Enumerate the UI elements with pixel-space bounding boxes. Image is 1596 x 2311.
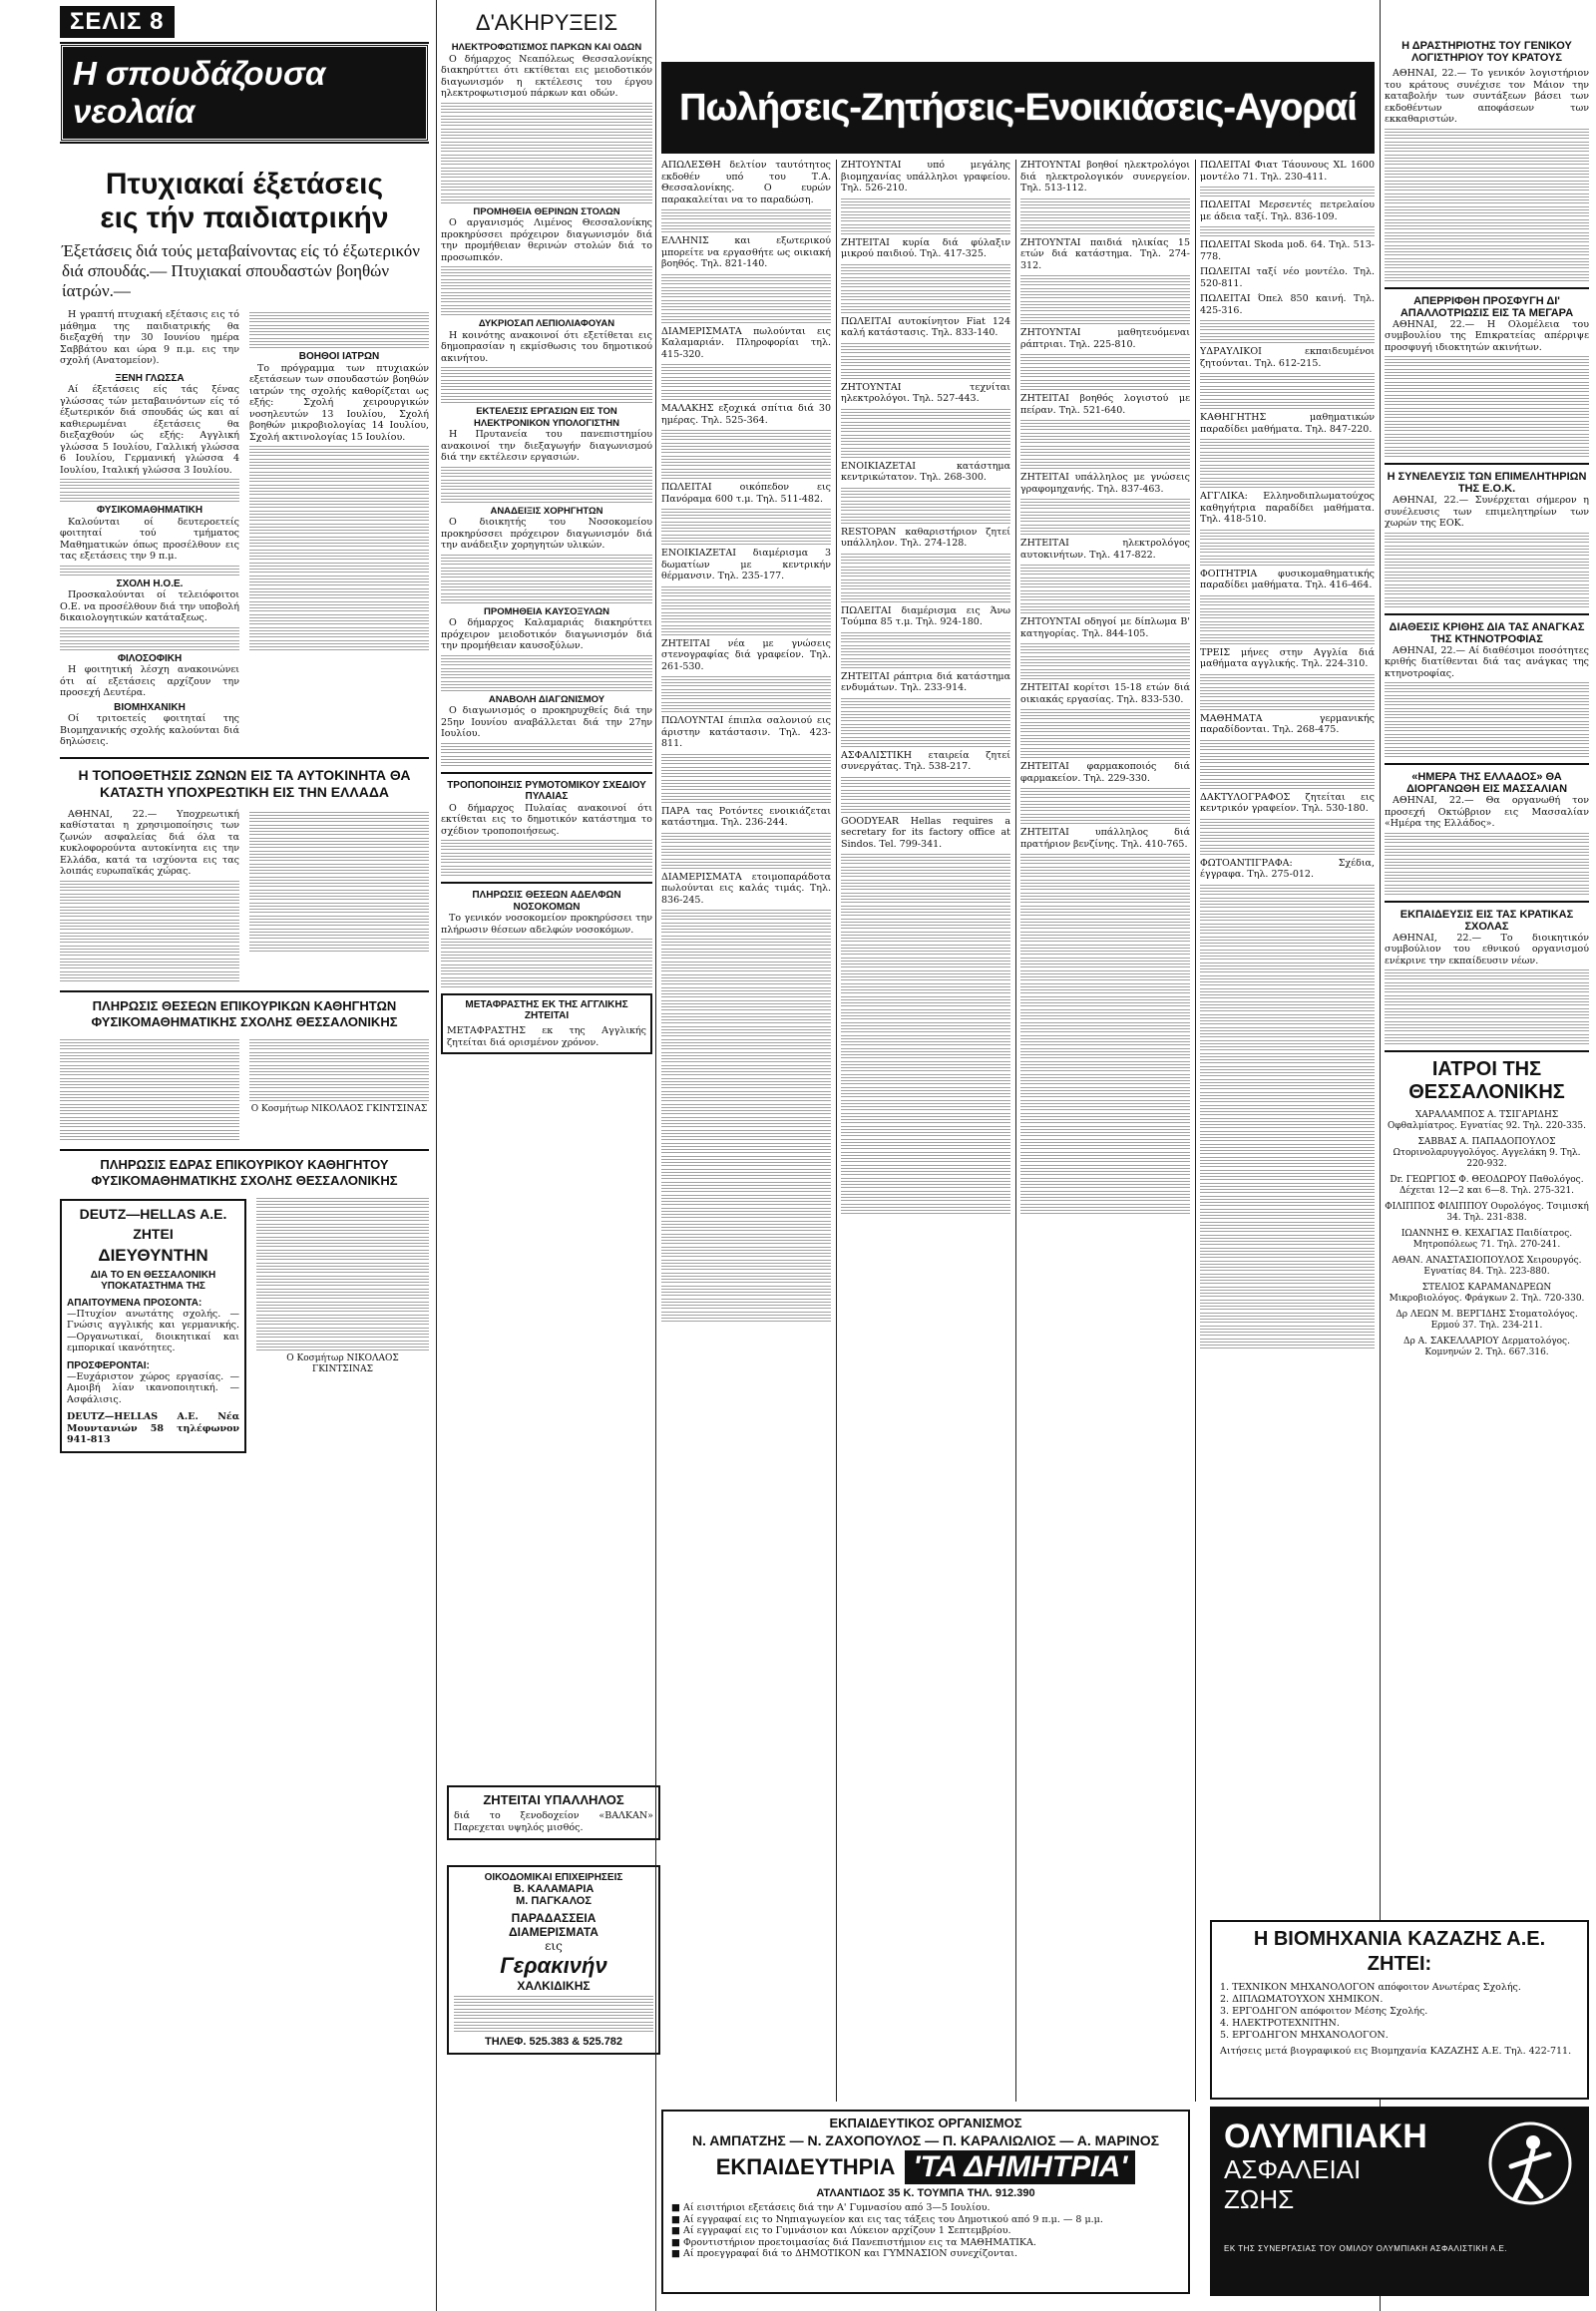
- regulation-title: ΤΡΟΠΟΠΟΙΗΣΙΣ ΡΥΜΟΤΟΜΙΚΟΥ ΣΧΕΔΙΟΥ ΠΥΛΑΙΑΣ: [447, 779, 646, 802]
- classified-ad: ΑΓΓΛΙΚΑ: Ελληνοδιπλωματούχος καθηγήτρια παραδίδει μαθήματα. Τηλ. 418-510.: [1200, 491, 1375, 525]
- olympic-line3: ΖΩΗΣ: [1224, 2184, 1295, 2214]
- exams-section-title: ΒΙΟΜΗΧΑΝΙΚΗ: [114, 701, 186, 713]
- classified-ad: ΚΑΘΗΓΗΤΗΣ μαθηματικών παραδίδει μαθήματα. Τηλ. 847-220.: [1200, 412, 1375, 435]
- housing-area: Β. ΚΑΛΑΜΑΡΙΑ: [513, 1883, 595, 1895]
- deutz-req-title: ΑΠΑΙΤΟΥΜΕΝΑ ΠΡΟΣΟΝΤΑ:: [67, 1297, 202, 1309]
- school-address: ΑΤΛΑΝΤΙΔΟΣ 35 Κ. ΤΟΥΜΠΑ ΤΗΛ. 912.390: [816, 2187, 1035, 2199]
- classified-ad: ΖΗΤΟΥΝΤΑΙ μαθητευόμεναι ράπτριαι. Τηλ. 225-810.: [1020, 327, 1190, 350]
- classified-ad: ΖΗΤΟΥΝΤΑΙ υπό μεγάλης βιομηχανίας υπάλληλοι γραφείου. Τηλ. 526-210.: [841, 160, 1010, 193]
- housing-builder: Μ. ΠΑΓΚΑΛΟΣ: [516, 1895, 592, 1907]
- section-banner: Η σπουδάζουσα νεολαία: [60, 44, 429, 142]
- exams-subhead: Έξετάσεις διά τούς μεταβαίνοντας είς τό έξωτερικόν διά σπουδάς.— Πτυχιακαί σπουδαστών βοηθών ίατρών.—: [62, 241, 420, 300]
- education-column: [60, 0, 429, 2311]
- notice-text: Ο διοικητής του Νοσοκομείου προκηρύσσει πρόχειρον διαγωνισμόν διά την ανάδειξιν χορηγητών υλικών.: [441, 517, 652, 551]
- classified-ad: ΖΗΤΟΥΝΤΑΙ παιδιά ηλικίας 15 ετών διά κατάστημα. Τηλ. 274-312.: [1020, 236, 1190, 271]
- notice-text: Ο διαγωνισμός ο προκηρυχθείς διά την 25ην Ιουνίου αναβάλλεται διά την 27ην Ιουλίου.: [441, 705, 652, 739]
- doctor-listing: Δρ Α. ΣΑΚΕΛΛΑΡΙΟΥ Δερματολόγος. Κομνηνών 2. Τηλ. 667.316.: [1403, 1337, 1570, 1357]
- school-bullet: ■ Αί εισιτήριοι εξετάσεις διά την Α' Γυμνασίου από 3—5 Ιουλίου.: [671, 2202, 991, 2213]
- classified-ad: ΖΗΤΕΙΤΑΙ βοηθός λογιστού με πείραν. Τηλ. 521-640.: [1020, 393, 1190, 416]
- exams-section-text: Η φοιτητική λέσχη ανακοινώνει ότι αί εξετάσεις αρχίζουν την προσεχή Δευτέρα.: [60, 664, 239, 698]
- right-section-text: ΑΘΗΝΑΙ, 22.— Θα οργανωθή τον προσεχή Οκτώβριον εις Μασσαλίαν «Ημέρα της Ελλάδος».: [1385, 795, 1589, 829]
- classified-ad: ΦΟΙΤΗΤΡΙΑ φυσικομαθηματικής παραδίδει μαθήματα. Τηλ. 416-464.: [1200, 568, 1375, 590]
- classified-ad: ΑΣΦΑΛΙΣΤΙΚΗ εταιρεία ζητεί συνεργάτας. Τηλ. 538-217.: [841, 749, 1010, 772]
- exams-section-title: ΦΥΣΙΚΟΜΑΘΗΜΑΤΙΚΗ: [96, 505, 203, 516]
- deutz-footer: DEUTZ—HELLAS Α.Ε. Νέα Μουντανιών 58 τηλέφωνον 941-813: [67, 1411, 239, 1445]
- right-top-title: Η ΔΡΑΣΤΗΡΙΟΤΗΣ ΤΟΥ ΓΕΝΙΚΟΥ ΛΟΓΙΣΤΗΡΙΟΥ ΤΟΥ ΚΡΑΤΟΥΣ: [1401, 40, 1572, 64]
- right-section-text: ΑΘΗΝΑΙ, 22.— Αί διαθέσιμοι ποσότητες κριθής διατίθενται διά τας ανάγκας της κτηνοτροφίας.: [1385, 644, 1589, 679]
- faculty-headline: ΠΛΗΡΩΣΙΣ ΕΔΡΑΣ ΕΠΙΚΟΥΡΙΚΟΥ ΚΑΘΗΓΗΤΟΥ ΦΥΣΙΚΟΜΑΘΗΜΑΤΙΚΗΣ ΣΧΟΛΗΣ ΘΕΣΣΑΛΟΝΙΚΗΣ: [91, 1156, 398, 1188]
- employee-ad-title: ΖΗΤΕΙΤΑΙ ΥΠΑΛΛΗΛΟΣ: [483, 1792, 624, 1807]
- school-bullet-text: Φροντιστήριον προετοιμασίας διά Πανεπιστήμιον εις τα ΜΑΘΗΜΑΤΙΚΑ.: [683, 2236, 1036, 2248]
- kazazis-title: Η ΒΙΟΜΗΧΑΝΙΑ ΚΑΖΑΖΗΣ Α.Ε.: [1253, 1928, 1546, 1950]
- classified-ad: ΠΑΡΑ τας Ροτόντες ενοικιάζεται κατάστημα. Τηλ. 236-244.: [661, 805, 831, 828]
- classified-ad: ΦΩΤΟΑΝΤΙΓΡΑΦΑ: Σχέδια, έγγραφα. Τηλ. 275-012.: [1200, 857, 1375, 880]
- doctors-title: ΙΑΤΡΟΙ ΤΗΣ ΘΕΣΣΑΛΟΝΙΚΗΣ: [1408, 1058, 1565, 1103]
- classified-ad: ΠΩΛΕΙΤΑΙ διαμέρισμα εις Άνω Τούμπα 85 τ.μ. Τηλ. 924-180.: [841, 604, 1010, 627]
- classified-ad: ΔΑΚΤΥΛΟΓΡΑΦΟΣ ζητείται εις κεντρικόν γραφείον. Τηλ. 530-180.: [1200, 791, 1375, 814]
- kazazis-item: 3. ΕΡΓΟΔΗΓΟΝ απόφοιτον Μέσης Σχολής.: [1220, 2006, 1428, 2017]
- notice-text: Η Πρυτανεία του πανεπιστημίου ανακοινοί την διεξαγωγήν διαγωνισμού διά την εκτέλεσιν εργασιών.: [441, 429, 652, 463]
- school-bullet: ■ Αί εγγραφαί εις το Νηπιαγωγείον και εις τας τάξεις του Δημοτικού από 9 π.μ. — 8 μ.μ.: [671, 2213, 1103, 2225]
- classified-ad: ΖΗΤΕΙΤΑΙ νέα με γνώσεις στενογραφίας διά γραφείον. Τηλ. 261-530.: [661, 637, 831, 672]
- faculty-headline: ΠΛΗΡΩΣΙΣ ΘΕΣΕΩΝ ΕΠΙΚΟΥΡΙΚΩΝ ΚΑΘΗΓΗΤΩΝ ΦΥΣΙΚΟΜΑΘΗΜΑΤΙΚΗΣ ΣΧΟΛΗΣ ΘΕΣΣΑΛΟΝΙΚΗΣ: [91, 997, 398, 1029]
- right-section-text: ΑΘΗΝΑΙ, 22.— Το διοικητικόν συμβούλιον του εθνικού οργανισμού ενέκρινε την εκπαίδευσιν νέων.: [1385, 932, 1589, 966]
- classified-ad: ΖΗΤΕΙΤΑΙ ηλεκτρολόγος αυτοκινήτων. Τηλ. 417-822.: [1020, 538, 1190, 561]
- doctor-listing: Δρ ΛΕΩΝ Μ. ΒΕΡΓΙΔΗΣ Στοματολόγος. Ερμού 37. Τηλ. 234-211.: [1396, 1310, 1578, 1331]
- school-prefix: ΕΚΠΑΙΔΕΥΤΗΡΙΑ: [715, 2154, 896, 2179]
- classified-ad: ΕΝΟΙΚΙΑΖΕΤΑΙ κατάστημα κεντρικώτατον. Τηλ. 268-300.: [841, 460, 1010, 483]
- deutz-scope: ΔΙΑ ΤΟ ΕΝ ΘΕΣΣΑΛΟΝΙΚΗ ΥΠΟΚΑΤΑΣΤΗΜΑ ΤΗΣ: [90, 1269, 216, 1292]
- housing-place: Γερακινήν: [500, 1953, 607, 1978]
- classified-ad: GOODYEAR Hellas requires a secretary for its factory office at Sindos. Tel. 799-341.: [841, 815, 1010, 850]
- classified-ad: ΖΗΤΕΙΤΑΙ υπάλληλος διά πρατήριον βενζίνης. Τηλ. 410-765.: [1020, 827, 1190, 850]
- school-bullet: ■ Αί εγγραφαί εις το Γυμνάσιον και Λύκειον αρχίζουν 1 Σεπτεμβρίου.: [671, 2225, 1011, 2236]
- assistant-doctors-text: Το πρόγραμμα των πτυχιακών εξετάσεων των σπουδαστών βοηθών ιατρών της σχολής καθορίζεται ως εξής: Σχολή χειρουργικών νοσηλευτών 13 Ιουλίου, Σχολή βοηθών μικροβιολογίας 14 Ιουλίου, Σχολή ακτινολογίας 15 Ιουλίου.: [249, 362, 429, 443]
- classified-ad: ΜΑΛΑΚΗΣ εξοχικά σπίτια διά 30 ημέρας. Τηλ. 525-364.: [661, 403, 831, 426]
- exams-section-text: Καλούνται οί δευτεροετείς φοιτηταί τού τμήματος Μαθηματικών όπως προσέλθουν εις τας εξετάσεις την 9 π.μ.: [60, 516, 239, 562]
- kazazis-item-text: ΗΛΕΚΤΡΟΤΕΧΝΙΤΗΝ.: [1232, 2018, 1340, 2029]
- school-names: Ν. ΑΜΠΑΤΖΗΣ — Ν. ΖΑΧΟΠΟΥΛΟΣ — Π. ΚΑΡΑΛΙΩΛΙΟΣ — Α. ΜΑΡΙΝΟΣ: [691, 2132, 1160, 2148]
- kazazis-item-text: ΕΡΓΟΔΗΓΟΝ ΜΗΧΑΝΟΛΟΓΟΝ.: [1232, 2030, 1389, 2041]
- right-section-title: ΔΙΑΘΕΣΙΣ ΚΡΙΘΗΣ ΔΙΑ ΤΑΣ ΑΝΑΓΚΑΣ ΤΗΣ ΚΤΗΝΟΤΡΟΦΙΑΣ: [1389, 620, 1585, 645]
- translator-text: ΜΕΤΑΦΡΑΣΤΗΣ εκ της Αγγλικής ζητείται διά ορισμένον χρόνον.: [447, 1025, 646, 1048]
- school-bullet: ■ Φροντιστήριον προετοιμασίας διά Πανεπιστήμιον εις τα ΜΑΘΗΜΑΤΙΚΑ.: [671, 2236, 1036, 2248]
- translator-title: ΜΕΤΑΦΡΑΣΤΗΣ ΕΚ ΤΗΣ ΑΓΓΛΙΚΗΣ ΖΗΤΕΙΤΑΙ: [465, 999, 628, 1021]
- classified-ad: ΕΛΛΗΝΙΣ και εξωτερικού μπορείτε να εργασθήτε ως οικιακή βοηθός. Τηλ. 821-140.: [661, 235, 831, 269]
- classifieds-col-1: [661, 160, 831, 2102]
- exams-intro: Η γραπτή πτυχιακή εξέτασις εις τό μάθημα της παιδιατρικής θα διεξαχθή την 30 Ιουνίου ημέρα Σαββάτου και ώρα 9 π.μ. εις την σχολή (Ανατομείον).: [60, 309, 239, 366]
- housing-ad: [447, 1865, 660, 2055]
- exams-section-title: ΦΙΛΟΣΟΦΙΚΗ: [117, 652, 183, 664]
- classified-ad: ΖΗΤΟΥΝΤΑΙ οδηγοί με δίπλωμα Β' κατηγορίας. Τηλ. 844-105.: [1020, 616, 1190, 639]
- kazazis-ad: [1210, 1920, 1589, 2100]
- nurses-text: Το γενικόν νοσοκομείον προκηρύσσει την πλήρωσιν θέσεων αδελφών νοσοκόμων.: [441, 913, 652, 936]
- translator-ad: [441, 993, 652, 1054]
- section-masthead: [60, 6, 429, 142]
- classifieds-col-2: [841, 160, 1010, 2102]
- faculty-signature: Ο Κοσμήτωρ ΝΙΚΟΛΑΟΣ ΓΚΙΝΤΣΙΝΑΣ: [286, 1352, 399, 1374]
- classified-ad: ΠΩΛΕΙΤΑΙ Μερσεντές πετρελαίου με άδεια ταξί. Τηλ. 836-109.: [1200, 199, 1375, 222]
- notice-text: Ο αργανισμός Λιμένος Θεσσαλονίκης προκηρύσσει πρόχειρον διαγωνισμόν διά την προμήθειαν θερινών στολών διά το προσωπικόν.: [441, 217, 652, 263]
- right-top-text: ΑΘΗΝΑΙ, 22.— Το γενικόν λογιστήριον του κράτους συνέχισε τον Μάιον την καταβολήν των συντάξεων βάσει των εκδοθέντων αποφάσεων των εκκαθαριστών.: [1385, 68, 1589, 125]
- doctor-listing: Dr. ΓΕΩΡΓΙΟΣ Φ. ΘΕΟΔΩΡΟΥ Παθολόγος. Δέχεται 12—2 και 6—8. Τηλ. 275-321.: [1390, 1175, 1584, 1196]
- olympic-figure-icon: [1485, 2118, 1575, 2228]
- olympic-line2: ΑΣΦΑΛΕΙΑΙ: [1224, 2154, 1362, 2184]
- deutz-position: ΔΙΕΥΘΥΝΤΗΝ: [98, 1245, 208, 1265]
- kazazis-item: 4. ΗΛΕΚΤΡΟΤΕΧΝΙΤΗΝ.: [1220, 2018, 1340, 2029]
- olympic-tagline: ΕΚ ΤΗΣ ΣΥΝΕΡΓΑΣΙΑΣ ΤΟΥ ΟΜΙΛΟΥ ΟΛΥΜΠΙΑΚΗ ΑΣΦΑΛΙΣΤΙΚΗ Α.Ε.: [1224, 2244, 1508, 2253]
- faculty-signature: Ο Κοσμήτωρ ΝΙΚΟΛΑΟΣ ΓΚΙΝΤΣΙΝΑΣ: [250, 1103, 428, 1114]
- notice-title: ΠΡΟΜΗΘΕΙΑ ΚΑΥΣΟΞΥΛΩΝ: [484, 605, 609, 617]
- doctor-listing: ΧΑΡΑΛΑΜΠΟΣ Α. ΤΣΙΓΑΡΙΔΗΣ Οφθαλμίατρος. Εγνατίας 92. Τηλ. 220-335.: [1387, 1110, 1587, 1131]
- olympic-name: ΟΛΥΜΠΙΑΚΗ: [1224, 2118, 1427, 2155]
- exams-section-text: Αί έξετάσεις είς τάς ξένας γλώσσας τών μεταβαινόντων είς τό έξωτερικόν διά σπουδάς ώς και αί καθιερωμέναι έξετάσεις θα διεξαχθούν ώς εξής: Αγγλική γλώσσα 5 Ιουλίου, Γαλλική γλώσσα 6 Ιουλίου, Γερμανική γλώσσα 4 Ιουλίου, Ιταλική γλώσσα 3 Ιουλίου.: [60, 384, 239, 476]
- exams-section-title: ΣΧΟΛΗ Η.Ο.Ε.: [116, 578, 184, 589]
- exams-headline: Πτυχιακαί έξετάσεις εις τήν παιδιατρικήν: [100, 168, 389, 234]
- notices-headline: Δ'ΑΚΗΡΥΞΕΙΣ: [475, 10, 618, 35]
- notice-title: ΑΝΑΒΟΛΗ ΔΙΑΓΩΝΙΣΜΟΥ: [488, 693, 605, 705]
- right-section-text: ΑΘΗΝΑΙ, 22.— Συνέρχεται σήμερον η συνέλευσις των επιμελητηρίων των χωρών της ΕΟΚ.: [1385, 495, 1589, 529]
- notice-text: Ο δήμαρχος Νεαπόλεως Θεσσαλονίκης διακηρύττει ότι εκτίθεται εις μειοδοτικόν διαγωνισμόν η εκτέλεσις του έργου ηλεκτροφωτισμού πάρκων και οδών.: [441, 53, 652, 99]
- housing-prep: εις: [545, 1939, 563, 1953]
- housing-phone: ΤΗΛΕΦ. 525.383 & 525.782: [484, 2036, 623, 2048]
- zones-headline: Η ΤΟΠΟΘΕΤΗΣΙΣ ΖΩΝΩΝ ΕΙΣ ΤΑ ΑΥΤΟΚΙΝΗΤΑ ΘΑ ΚΑΤΑΣΤΗ ΥΠΟΧΡΕΩΤΙΚΗ ΕΙΣ ΤΗΝ ΕΛΛΑΔΑ: [78, 766, 411, 800]
- kazazis-item: 2. ΔΙΠΛΩΜΑΤΟΥΧΟΝ ΧΗΜΙΚΟΝ.: [1220, 1994, 1384, 2005]
- classified-ad: ΠΩΛΕΙΤΑΙ αυτοκίνητον Fiat 124 καλή κατάστασις. Τηλ. 833-140.: [841, 315, 1010, 338]
- zones-lead: ΑΘΗΝΑΙ, 22.— Υποχρεωτική καθίσταται η χρησιμοποίησις των ζωνών ασφαλείας διά όλα τα κυκλοφορούντα αυτοκίνητα εις την Ελλάδα, κατά τα ισχύοντα εις τας λοιπάς ευρωπαϊκάς χώρας.: [60, 808, 239, 877]
- school-org: ΕΚΠΑΙΔΕΥΤΙΚΟΣ ΟΡΓΑΝΙΣΜΟΣ: [829, 2116, 1022, 2130]
- classified-ad: ΠΩΛΟΥΝΤΑΙ έπιπλα σαλονιού εις άριστην κατάστασιν. Τηλ. 423-811.: [661, 715, 831, 749]
- housing-region: ΧΑΛΚΙΔΙΚΗΣ: [517, 1979, 591, 1993]
- housing-title: ΟΙΚΟΔΟΜΙΚΑΙ ΕΠΙΧΕΙΡΗΣΕΙΣ: [484, 1872, 623, 1883]
- classified-ad: ΖΗΤΕΙΤΑΙ κορίτσι 15-18 ετών διά οικιακάς εργασίας. Τηλ. 833-530.: [1020, 682, 1190, 705]
- right-section-text: ΑΘΗΝΑΙ, 22.— Η Ολομέλεια του συμβουλίου της Επικρατείας απέρριψε προσφυγή ιδιοκτητών ακινήτων.: [1385, 318, 1589, 353]
- classified-ad: ΖΗΤΟΥΝΤΑΙ βοηθοί ηλεκτρολόγοι διά ηλεκτρολογικόν συνεργείον. Τηλ. 513-112.: [1020, 160, 1190, 193]
- classifieds-col-3: [1020, 160, 1190, 2102]
- notice-title: ΕΚΤΕΛΕΣΙΣ ΕΡΓΑΣΙΩΝ ΕΙΣ ΤΟΝ ΗΛΕΚΤΡΟΝΙΚΟΝ ΥΠΟΛΟΓΙΣΤΗΝ: [474, 406, 619, 429]
- classified-ad: ΠΩΛΕΙΤΑΙ οικόπεδον εις Πανόραμα 600 τ.μ. Τηλ. 511-482.: [661, 482, 831, 505]
- school-ad: [661, 2110, 1190, 2294]
- school-bullet: ■ Αί προεγγραφαί διά το ΔΗΜΟΤΙΚΟΝ και ΓΥΜΝΑΣΙΟΝ συνεχίζονται.: [671, 2248, 1018, 2259]
- classified-ad: ΜΑΘΗΜΑΤΑ γερμανικής παραδίδονται. Τηλ. 268-475.: [1200, 712, 1375, 735]
- classified-ad: ΖΗΤΟΥΝΤΑΙ τεχνίται ηλεκτρολόγοι. Τηλ. 527-443.: [841, 381, 1010, 404]
- kazazis-item-text: ΤΕΧΝΙΚΟΝ ΜΗΧΑΝΟΛΟΓΟΝ απόφοιτον Ανωτέρας Σχολής.: [1232, 1982, 1521, 1993]
- housing-h1: ΠΑΡΑΔΑΣΣΕΙΑ: [511, 1911, 597, 1925]
- school-name: 'ΤΑ ΔΗΜΗΤΡΙΑ': [905, 2150, 1135, 2184]
- school-bullet-text: Αί εγγραφαί εις το Γυμνάσιον και Λύκειον αρχίζουν 1 Σεπτεμβρίου.: [683, 2225, 1011, 2236]
- kazazis-contact: Αιτήσεις μετά βιογραφικού εις Βιομηχανία ΚΑΖΑΖΗΣ Α.Ε. Τηλ. 422-711.: [1220, 2046, 1572, 2057]
- classified-ad: ΠΩΛΕΙΤΑΙ Skoda μοδ. 64. Τηλ. 513-778.: [1200, 239, 1375, 262]
- kazazis-item: 5. ΕΡΓΟΔΗΓΟΝ ΜΗΧΑΝΟΛΟΓΟΝ.: [1220, 2030, 1389, 2041]
- exams-side-text: [249, 309, 429, 751]
- school-bullet-text: Αί προεγγραφαί διά το ΔΗΜΟΤΙΚΟΝ και ΓΥΜΝΑΣΙΟΝ συνεχίζονται.: [683, 2248, 1018, 2259]
- exams-main-text: [60, 309, 239, 751]
- classified-ad: ΔΙΑΜΕΡΙΣΜΑΤΑ ετοιμοπαράδοτα πωλούνται εις καλάς τιμάς. Τηλ. 836-245.: [661, 871, 831, 906]
- deutz-offer-title: ΠΡΟΣΦΕΡΟΝΤΑΙ:: [67, 1359, 150, 1371]
- right-section-title: Η ΣΥΝΕΛΕΥΣΙΣ ΤΩΝ ΕΠΙΜΕΛΗΤΗΡΙΩΝ ΤΗΣ Ε.Ο.Κ.: [1387, 471, 1587, 495]
- nurses-title: ΠΛΗΡΩΣΙΣ ΘΕΣΕΩΝ ΑΔΕΛΦΩΝ ΝΟΣΟΚΟΜΩΝ: [472, 890, 621, 913]
- employee-ad: [447, 1785, 660, 1840]
- kazazis-item-text: ΕΡΓΟΔΗΓΟΝ απόφοιτον Μέσης Σχολής.: [1232, 2006, 1428, 2017]
- right-column: [1385, 0, 1589, 1892]
- employee-ad-text: διά το ξενοδοχείον «ΒΑΛΚΑΝ» Παρεχεται υψηλός μισθός.: [454, 1810, 653, 1833]
- notice-text: Η κοινότης ανακοινοί ότι εξετίθεται εις δημοπρασίαν η εκμίσθωσις του δημοτικού ακινήτου.: [441, 329, 652, 364]
- deutz-company: DEUTZ—HELLAS Α.Ε.: [79, 1205, 227, 1222]
- classified-ad: ΠΩΛΕΙΤΑΙ Φιατ Τάουνους ΧL 1600 μοντέλο 71. Τηλ. 230-411.: [1200, 160, 1375, 183]
- housing-h2: ΔΙΑΜΕΡΙΣΜΑΤΑ: [509, 1925, 598, 1939]
- classifieds-banner: [661, 62, 1375, 154]
- right-section-title: ΕΚΠΑΙΔΕΥΣΙΣ ΕΙΣ ΤΑΣ ΚΡΑΤΙΚΑΣ ΣΧΟΛΑΣ: [1399, 908, 1574, 933]
- deutz-ad: [60, 1199, 246, 1453]
- right-section-title: «ΗΜΕΡΑ ΤΗΣ ΕΛΛΑΔΟΣ» ΘΑ ΔΙΟΡΓΑΝΩΘΗ ΕΙΣ ΜΑΣΣΑΛΙΑΝ: [1405, 771, 1568, 795]
- regulation-text: Ο δήμαρχος Πυλαίας ανακοινοί ότι εκτίθεται εις το δημοτικόν κατάστημα το σχέδιον τροποποιήσεως.: [441, 802, 652, 837]
- doctor-listing: ΣΑΒΒΑΣ Α. ΠΑΠΑΔΟΠΟΥΛΟΣ Ωτορινολαρυγγολόγος. Αγγελάκη 9. Τηλ. 220-932.: [1393, 1137, 1581, 1169]
- notice-title: ΗΛΕΚΤΡΟΦΩΤΙΣΜΟΣ ΠΑΡΚΩΝ ΚΑΙ ΟΔΩΝ: [451, 42, 642, 53]
- classified-ad: ΥΔΡΑΥΛΙΚΟΙ εκπαιδευμένοι ζητούνται. Τηλ. 612-215.: [1200, 346, 1375, 369]
- kazazis-item: 1. ΤΕΧΝΙΚΟΝ ΜΗΧΑΝΟΛΟΓΟΝ απόφοιτον Ανωτέρας Σχολής.: [1220, 1982, 1521, 1993]
- classified-ad: ΖΗΤΕΙΤΑΙ φαρμακοποιός διά φαρμακείον. Τηλ. 229-330.: [1020, 761, 1190, 784]
- kazazis-zitei: ΖΗΤΕΙ:: [1367, 1953, 1432, 1975]
- deutz-req-text: —Πτυχίον ανωτάτης σχολής. —Γνώσις αγγλικής και γερμανικής. —Οργανωτικαί, διοικητικαί και εμπορικαί ικανότητες.: [67, 1308, 239, 1353]
- right-section-title: ΑΠΕΡΡΙΦΘΗ ΠΡΟΣΦΥΓΗ ΔΙ' ΑΠΑΛΛΟΤΡΙΩΣΙΣ ΕΙΣ ΤΑ ΜΕΓΑΡΑ: [1399, 294, 1574, 319]
- deutz-offer-text: —Ευχάριστον χώρος εργασίας. —Αμοιβή λίαν ικανοποιητική. —Ασφάλισις.: [67, 1370, 239, 1405]
- doctor-listing: ΣΤΕΛΙΟΣ ΚΑΡΑΜΑΝΔΡΕΩΝ Μικροβιολόγος. Φράγκων 2. Τηλ. 720-330.: [1389, 1283, 1585, 1304]
- classified-ad: ΖΗΤΕΙΤΑΙ ράπτρια διά κατάστημα ενδυμάτων. Τηλ. 233-914.: [841, 670, 1010, 693]
- classified-ad: ΖΗΤΕΙΤΑΙ υπάλληλος με γνώσεις γραφομηχανής. Τηλ. 837-463.: [1020, 472, 1190, 495]
- doctor-listing: ΦΙΛΙΠΠΟΣ ΦΙΛΙΠΠΟΥ Ουρολόγος. Τσιμισκή 34. Τηλ. 231-838.: [1385, 1202, 1589, 1223]
- classified-ad: ΤΡΕΙΣ μήνες στην Αγγλία διά μαθήματα αγγλικής. Τηλ. 224-310.: [1200, 646, 1375, 669]
- exams-section-text: Προσκαλούνται οί τελειόφοιτοι Ο.Ε. να προσέλθουν διά την υποβολή δικαιολογητικών κατάταξεως.: [60, 589, 239, 623]
- exams-section-text: Οί τριτοετείς φοιτηταί της Βιομηχανικής σχολής καλούνται διά δηλώσεις.: [60, 713, 239, 747]
- deutz-zitei: ΖΗΤΕΙ: [133, 1225, 174, 1242]
- classified-ad: ΖΗΤΕΙΤΑΙ κυρία διά φύλαξιν μικρού παιδιού. Τηλ. 417-325.: [841, 236, 1010, 259]
- classified-ad: ΕΝΟΙΚΙΑΖΕΤΑΙ διαμέρισμα 3 δωματίων με κεντρικήν θέρμανσιν. Τηλ. 235-177.: [661, 548, 831, 581]
- notice-title: ΑΝΑΔΕΙΞΙΣ ΧΟΡΗΓΗΤΩΝ: [490, 505, 603, 517]
- kazazis-item-text: ΔΙΠΛΩΜΑΤΟΥΧΟΝ ΧΗΜΙΚΟΝ.: [1232, 1994, 1384, 2005]
- notice-title: ΔΥΚΡΙΟΣΑΠ ΛΕΠΙΟΛΙΑΦΟΥΑΝ: [478, 318, 615, 329]
- doctor-listing: ΙΩΑΝΝΗΣ Θ. ΚΕΧΑΓΙΑΣ Παιδίατρος. Μητροπόλεως 71. Τηλ. 270-241.: [1400, 1229, 1573, 1250]
- classifieds-banner-text: Πωλήσεις-Ζητήσεις-Ενοικιάσεις-Αγοραί: [679, 86, 1357, 129]
- notice-text: Ο δήμαρχος Καλαμαριάς διακηρύττει πρόχειρον μειοδοτικόν διαγωνισμόν διά την προμήθειαν καυσοξύλων.: [441, 617, 652, 651]
- exams-section-title: ΞΕΝΗ ΓΛΩΣΣΑ: [115, 372, 185, 384]
- school-bullet-text: Αί εισιτήριοι εξετάσεις διά την Α' Γυμνασίου από 3—5 Ιουλίου.: [683, 2202, 991, 2213]
- classified-ad: RESTOPAN καθαριστήριον ζητεί υπάλληλον. Τηλ. 274-128.: [841, 526, 1010, 549]
- doctor-listing: ΑΘΑΝ. ΑΝΑΣΤΑΣΙΟΠΟΥΛΟΣ Χειρουργός. Εγνατίας 84. Τηλ. 223-880.: [1392, 1256, 1582, 1277]
- classified-ad: ΑΠΩΛΕΣΘΗ δελτίον ταυτότητος εκδοθέν υπό του Τ.Α. Θεσσαλονίκης. Ο ευρών παρακαλείται να το παραδώση.: [661, 160, 831, 205]
- section-label: ΣΕΛΙΣ 8: [60, 6, 175, 38]
- classified-ad: ΔΙΑΜΕΡΙΣΜΑΤΑ πωλούνται εις Καλαμαριάν. Πληροφορίαι τηλ. 415-320.: [661, 325, 831, 360]
- school-bullet-text: Αί εγγραφαί εις το Νηπιαγωγείον και εις τας τάξεις του Δημοτικού από 9 π.μ. — 8 μ.μ.: [683, 2213, 1103, 2225]
- classified-ad: ΠΩΛΕΙΤΑΙ Όπελ 850 καινή. Τηλ. 425-316.: [1200, 293, 1375, 316]
- olympic-ad: [1210, 2107, 1589, 2296]
- classified-ad: ΠΩΛΕΙΤΑΙ ταξί νέο μοντέλο. Τηλ. 520-811.: [1200, 266, 1375, 289]
- assistant-doctors-title: ΒΟΗΘΟΙ ΙΑΤΡΩΝ: [298, 351, 380, 362]
- notice-title: ΠΡΟΜΗΘΕΙΑ ΘΕΡΙΝΩΝ ΣΤΟΛΩΝ: [473, 205, 620, 217]
